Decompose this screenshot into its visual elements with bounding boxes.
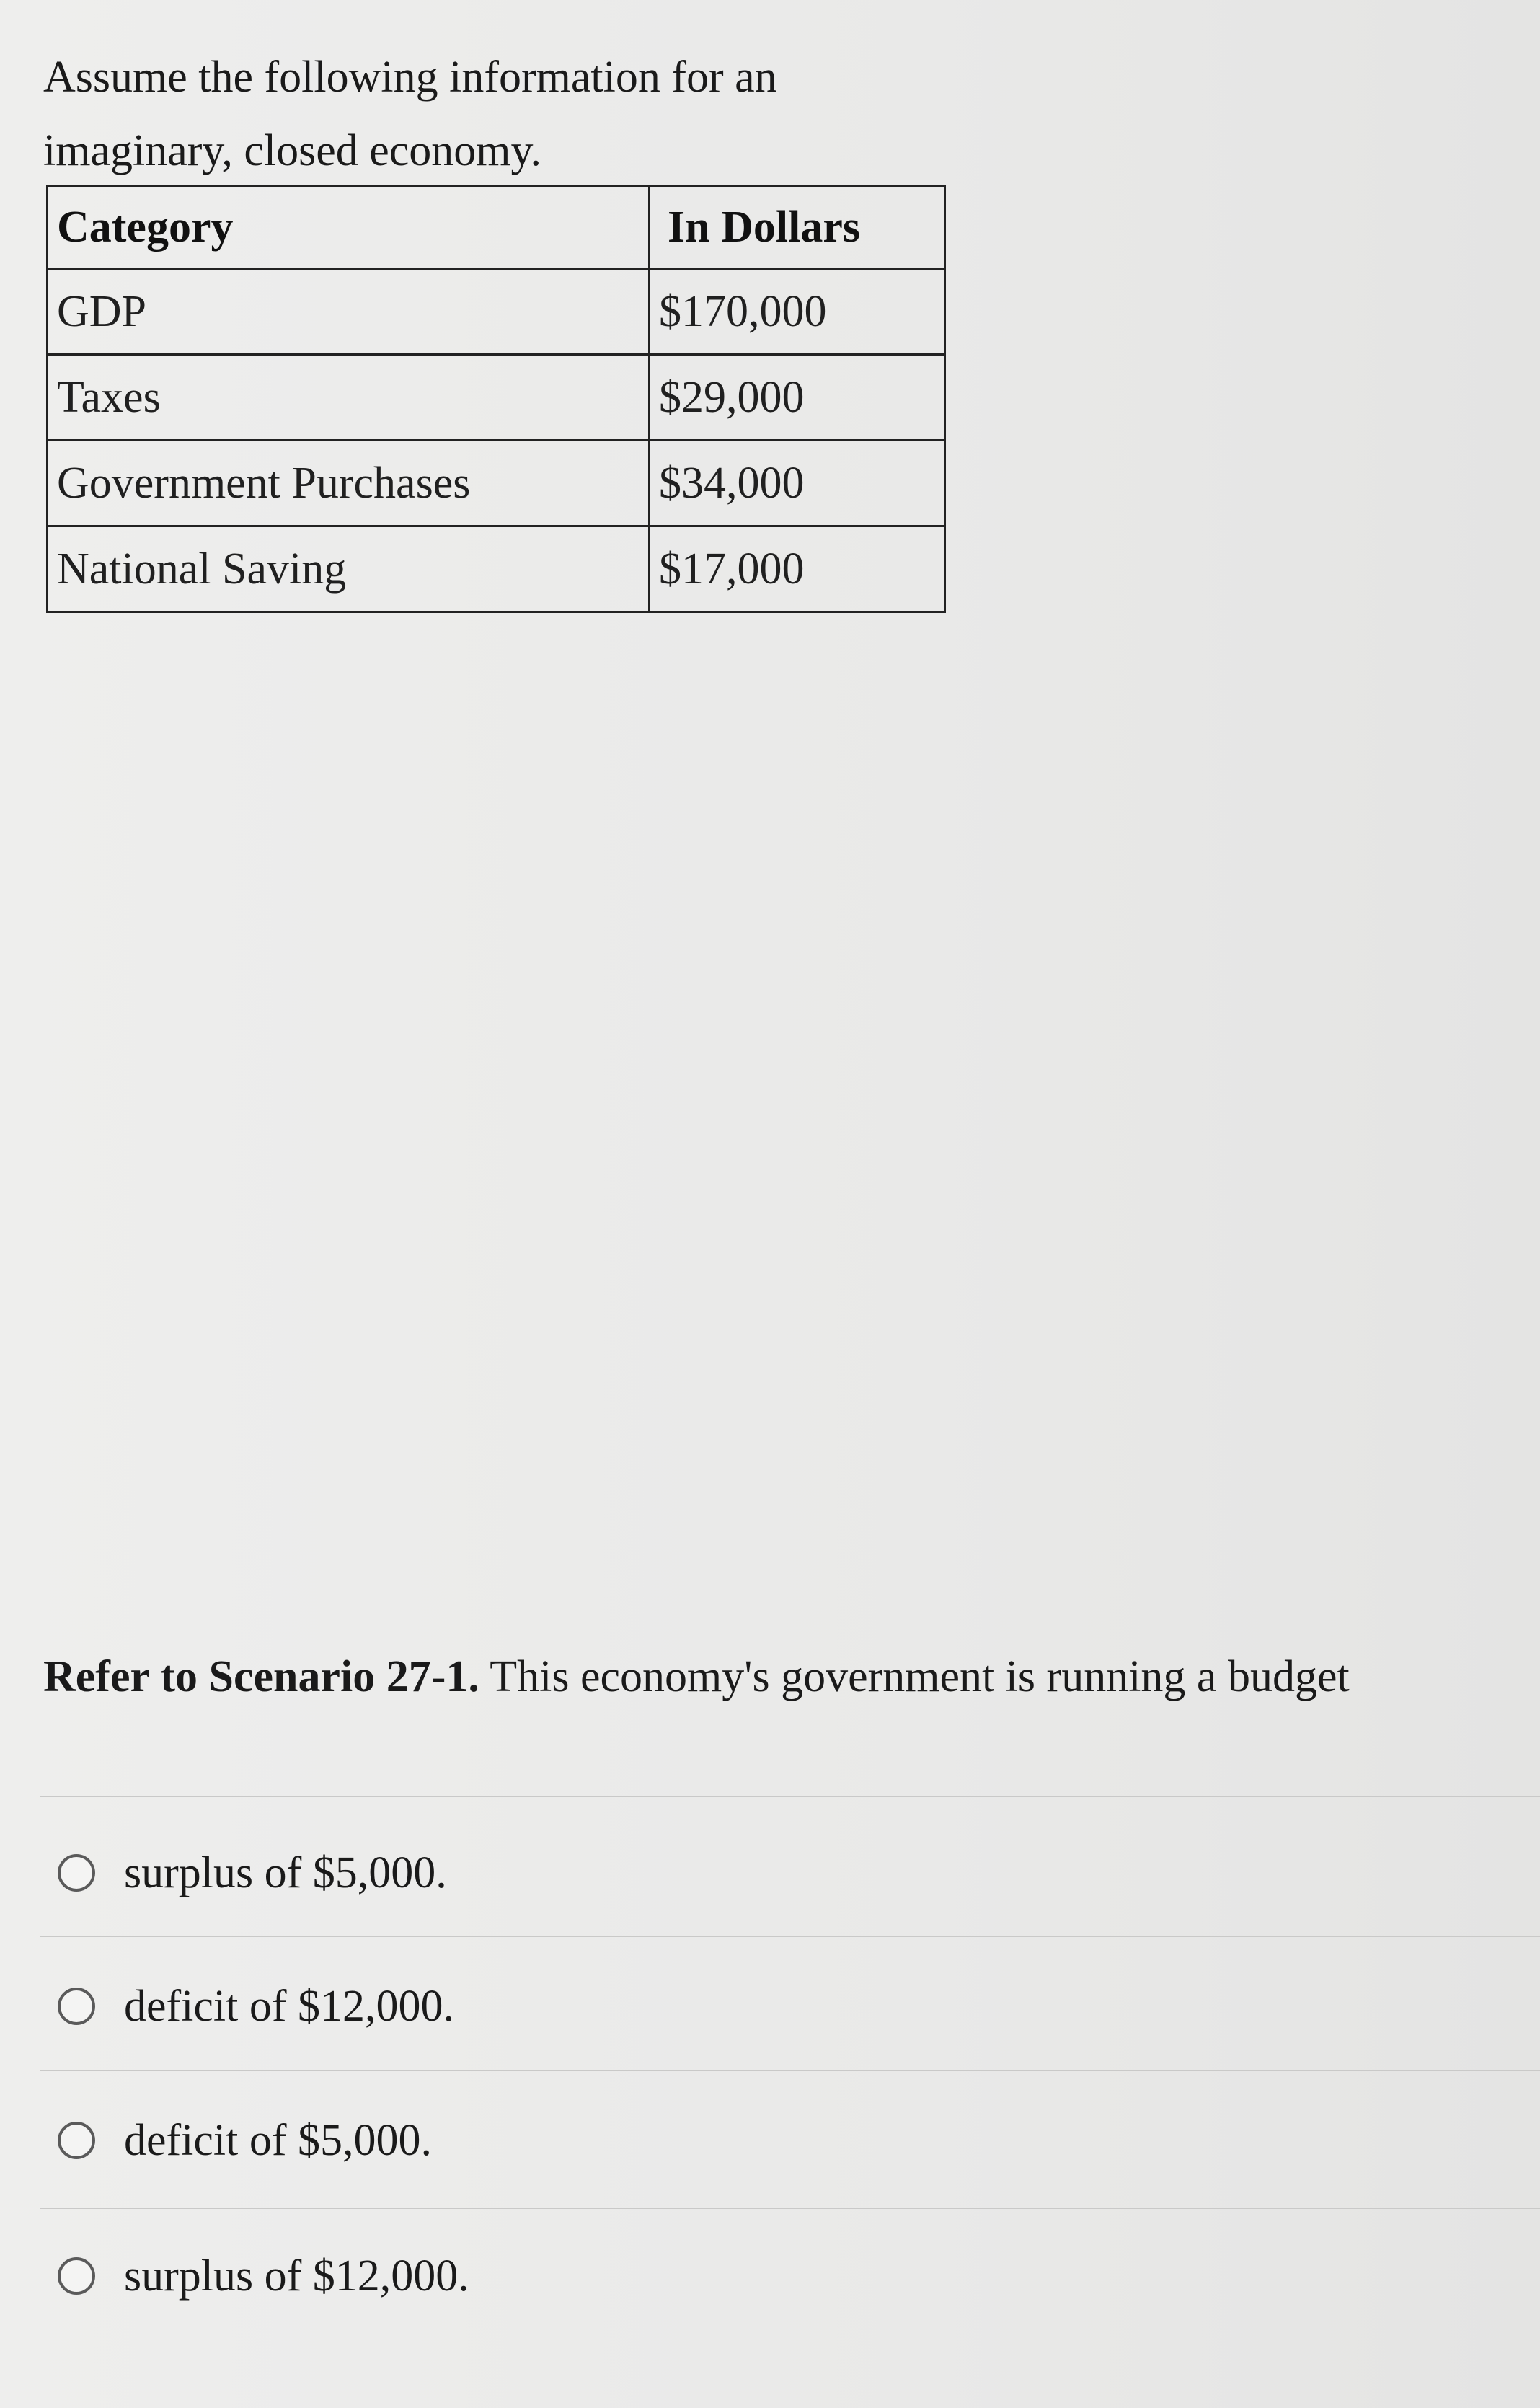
economy-data-table [46,185,946,613]
cell-value: $29,000 [650,355,945,441]
cell-value: $34,000 [650,441,945,526]
divider [40,2070,1540,2071]
answer-option-1[interactable] [58,1840,447,1905]
radio-button-icon[interactable] [58,2257,95,2295]
option-label[interactable]: surplus of $5,000. [124,1848,447,1897]
cell-category: Government Purchases [48,441,650,526]
divider [40,1936,1540,1937]
intro-line-2: imaginary, closed economy. [43,126,541,175]
radio-button-icon[interactable] [58,2122,95,2159]
table-row-government-purchases [48,441,945,526]
cell-category: Taxes [48,355,650,441]
answer-option-3[interactable] [58,2108,432,2173]
radio-button-icon[interactable] [58,1988,95,2025]
answer-option-2[interactable] [58,1974,454,2039]
table-row-gdp [48,269,945,355]
option-label[interactable]: surplus of $12,000. [124,2251,469,2301]
question-text [43,1651,1350,1703]
answer-option-4[interactable] [58,2244,469,2308]
radio-button-icon[interactable] [58,1854,95,1892]
option-label[interactable]: deficit of $5,000. [124,2115,433,2165]
table-header-row [48,186,945,269]
cell-category: National Saving [48,526,650,612]
question-body: This economy's government is running a budget [479,1652,1350,1701]
scenario-intro [43,40,937,188]
table-row-national-saving [48,526,945,612]
intro-line-1: Assume the following information for an [43,53,777,102]
option-label[interactable]: deficit of $12,000. [124,1981,455,2031]
divider [40,2208,1540,2209]
header-in-dollars: In Dollars [650,186,945,269]
scenario-reference: Refer to Scenario 27-1. [43,1652,479,1701]
cell-value: $170,000 [650,269,945,355]
divider [40,1796,1540,1797]
table-row-taxes [48,355,945,441]
header-category: Category [48,186,650,269]
cell-value: $17,000 [650,526,945,612]
cell-category: GDP [48,269,650,355]
